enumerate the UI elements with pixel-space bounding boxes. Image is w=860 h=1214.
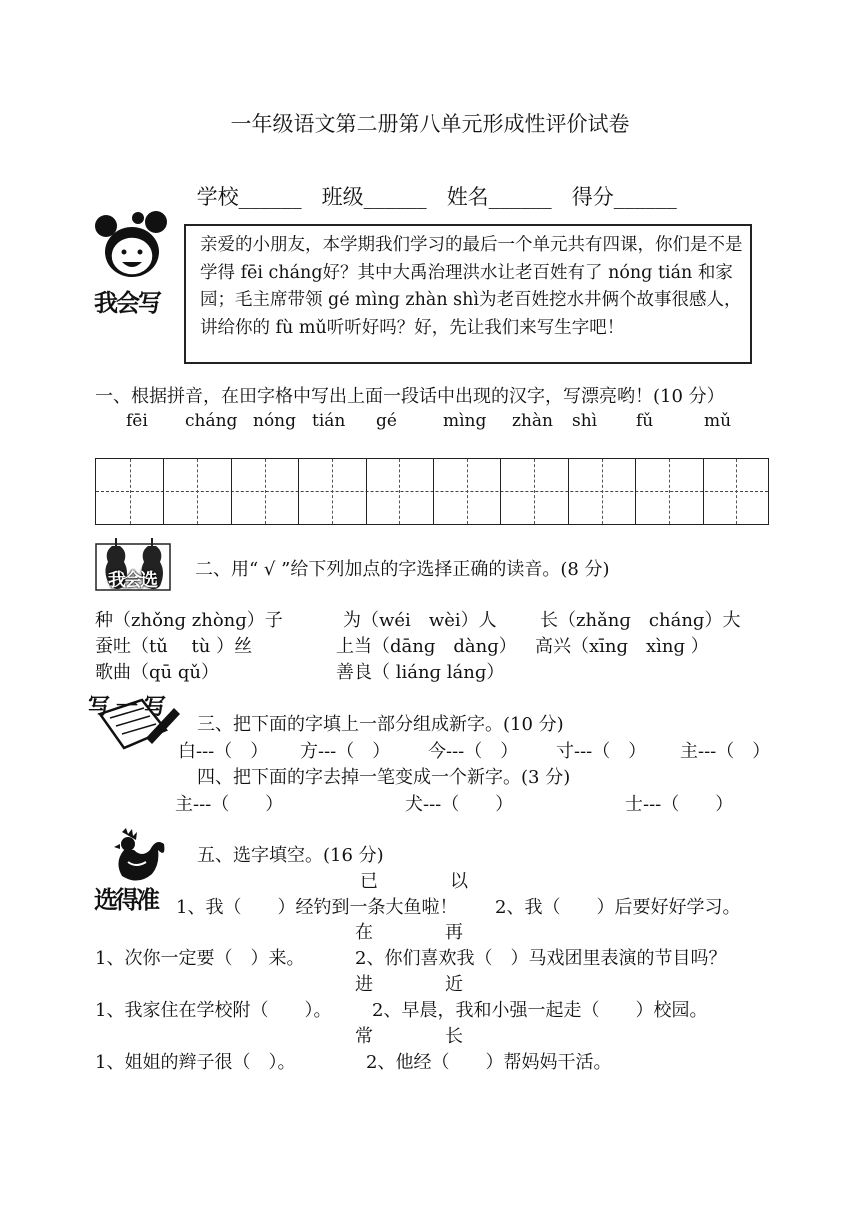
tianzige-grid[interactable] [95,458,769,525]
q5-sentence: 1、次你一定要（ ）来。 [95,948,305,969]
q5-choice-chars: 进 近 [355,974,463,995]
q3-item: 主---（ ） [680,741,771,762]
pinyin-5: gé [376,411,397,431]
score-field[interactable]: 得分______ [571,185,677,209]
q4-item: 犬---（ ） [405,794,514,815]
school-field[interactable]: 学校______ [196,185,302,209]
grid-line [669,459,670,524]
pinyin-10: mǔ [704,411,732,431]
q3-item: 方---（ ） [300,741,391,762]
write-word-label: 写一写 [88,694,173,720]
q3-item: 白---（ ） [178,741,269,762]
q5-sentence: 1、姐姐的辫子很（ ）。 [95,1052,296,1073]
pinyin-4: tián [312,411,346,431]
q1-prompt: 一、根据拼音，在田字格中写出上面一段话中出现的汉字，写漂亮哟！(10 分） [95,386,725,407]
choose-section-label: 选得准 [94,885,157,914]
q2-item: 蚕吐（tǔ tù ）丝 [95,636,253,657]
q2-item: 歌曲（qū qǔ） [95,662,219,683]
q3-item: 寸---（ ） [556,741,647,762]
q5-sentence: 1、我（ ）经钓到一条大鱼啦！ [176,897,458,918]
grid-line [635,459,636,524]
grid-line [130,459,131,524]
write-section-label: 我会写 [94,288,160,317]
grid-line [500,459,501,524]
q5-prompt: 五、选字填空。(16 分) [197,845,384,866]
grid-line [534,459,535,524]
q5-choice-chars: 常 长 [355,1026,463,1047]
q2-item: 善良（ liánɡ lánɡ） [336,662,505,683]
q3-prompt: 三、把下面的字填上一部分组成新字。(10 分) [197,714,564,735]
q2-item: 高兴（xīnɡ xìnɡ ） [535,636,709,657]
intro-box [184,224,752,364]
q2-item: 上当（dānɡ dànɡ） [336,636,517,657]
read-section-label: 我会选 [108,570,156,591]
girl-cartoon-icon [92,210,172,280]
q2-item: 长（zhǎnɡ chánɡ）大 [540,610,741,631]
grid-line [602,459,603,524]
class-field[interactable]: 班级______ [321,185,427,209]
grid-line [568,459,569,524]
q3-item: 今---（ ） [428,741,519,762]
pinyin-9: fǔ [636,411,654,431]
pinyin-2: cháng [185,411,238,431]
rooster-icon [100,828,170,888]
grid-line [332,459,333,524]
pinyin-7: zhàn [512,411,553,431]
q5-choice-chars: 已 以 [360,871,468,892]
grid-line [298,459,299,524]
q2-item: 种（zhǒnɡ zhònɡ）子 [95,610,283,631]
q4-item: 主---（ ） [175,794,284,815]
grid-line [703,459,704,524]
grid-line [197,459,198,524]
pinyin-8: shì [572,411,598,431]
pinyin-1: fēi [126,411,148,431]
grid-line [433,459,434,524]
q5-sentence: 1、我家住在学校附（ ）。 [95,1000,332,1021]
grid-line [366,459,367,524]
intro-paragraph: 亲爱的小朋友，本学期我们学习的最后一个单元共有四课，你们是不是学得 fēi cháng好？其中大禹治理洪水让老百姓有了 nónɡ tián 和家园；毛主席带领 gé mìnɡ zhàn shì为老百姓挖水井俩个故事很感人，讲给你的 fù mǔ听听好吗？好，先让我们来写生字吧！ [200,235,743,338]
page-title: 一年级语文第二册第八单元形成性评价试卷 [230,112,630,136]
grid-line [163,459,164,524]
grid-line [467,459,468,524]
grid-line [265,459,266,524]
q5-sentence: 2、他经（ ）帮妈妈干活。 [366,1052,612,1073]
q2-prompt: 二、用“ √ ”给下列加点的字选择正确的读音。(8 分) [195,559,610,580]
name-field[interactable]: 姓名______ [446,185,552,209]
q4-item: 士---（ ） [625,794,734,815]
q5-sentence: 2、你们喜欢我（ ）马戏团里表演的节目吗？ [355,948,727,969]
grid-line [736,459,737,524]
q4-prompt: 四、把下面的字去掉一笔变成一个新字。(3 分) [197,767,571,788]
q5-choice-chars: 在 再 [355,922,463,943]
grid-line [399,459,400,524]
pinyin-3: nóng [253,411,297,431]
q5-sentence: 2、早晨，我和小强一起走（ ）校园。 [372,1000,708,1021]
q2-item: 为（wéi wèi）人 [343,610,497,631]
grid-line [231,459,232,524]
q5-sentence: 2、我（ ）后要好好学习。 [495,897,741,918]
student-info-line [0,157,860,211]
pinyin-6: mìng [443,411,487,431]
